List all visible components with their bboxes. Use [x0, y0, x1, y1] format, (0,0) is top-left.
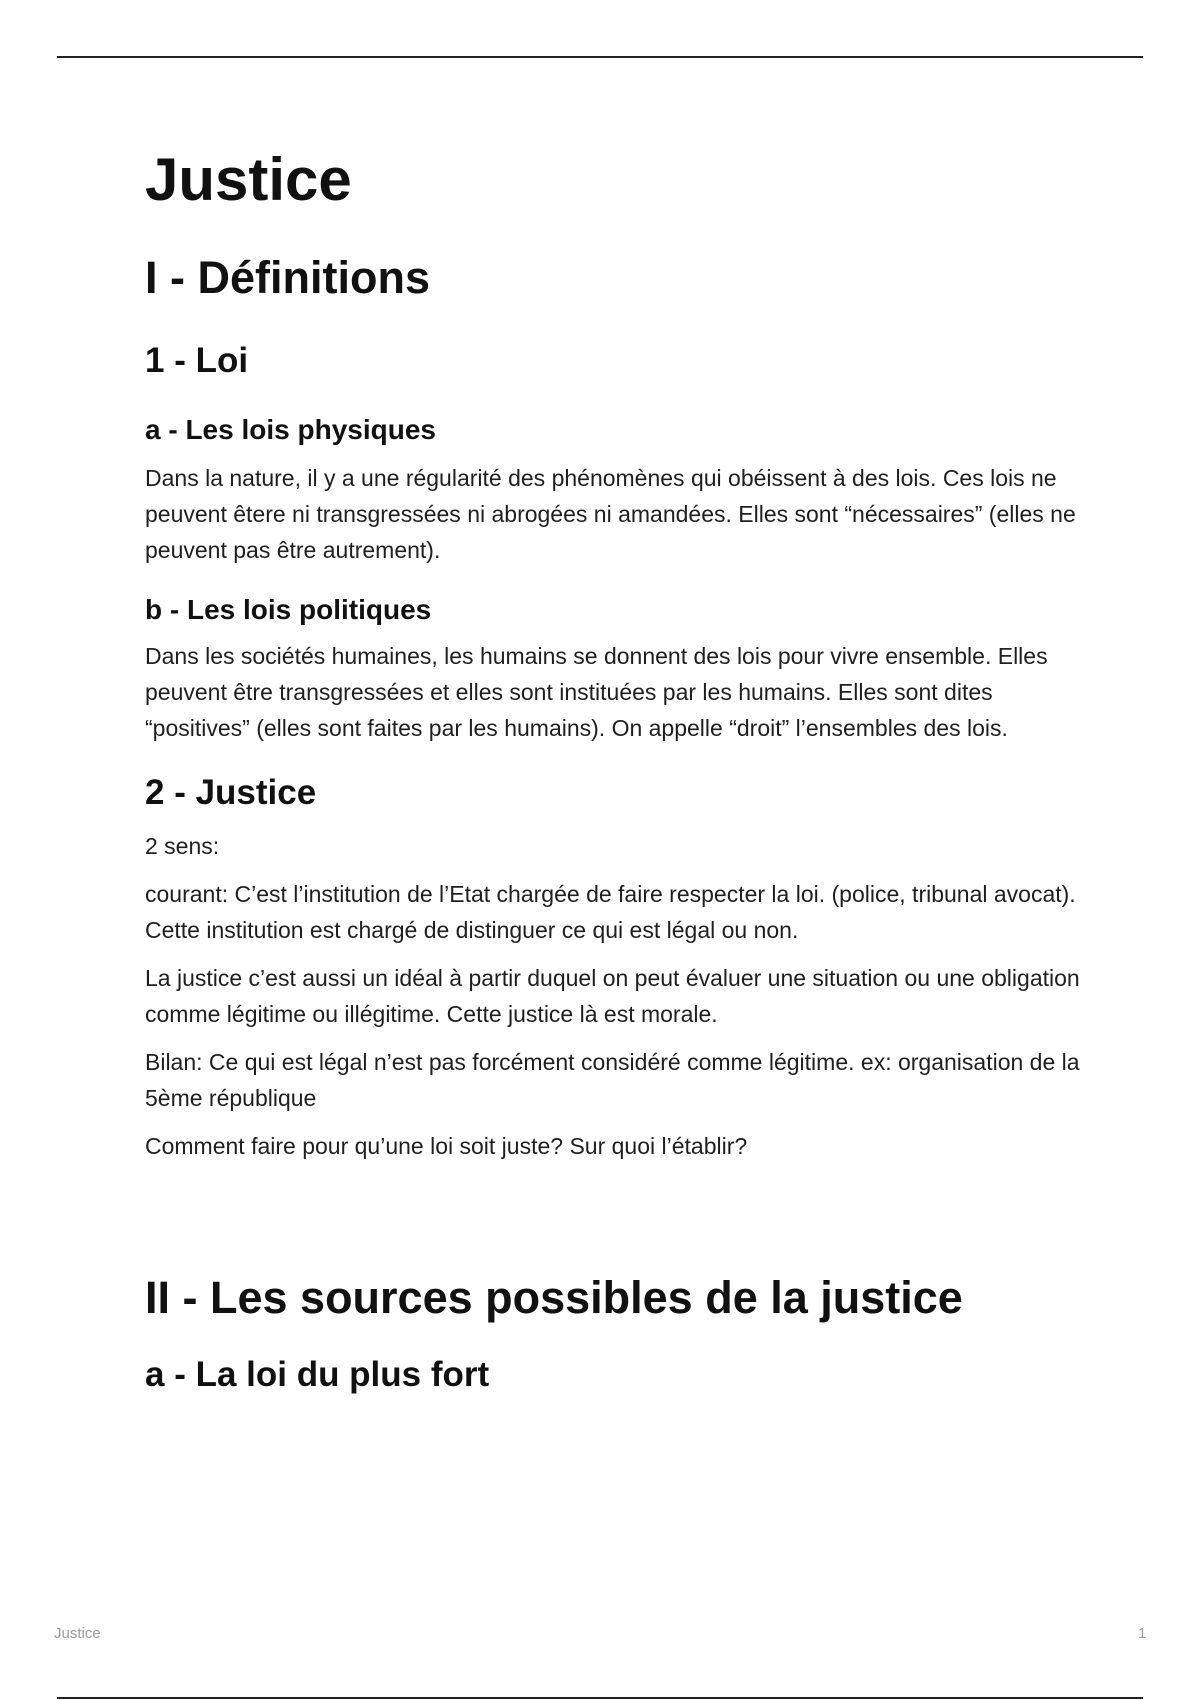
document-title: Justice: [145, 146, 352, 213]
paragraph-question: Comment faire pour qu’une loi soit juste? Sur quoi l’établir?: [145, 1133, 748, 1159]
paragraph-deux-sens: 2 sens:: [145, 833, 220, 859]
heading-lois-politiques: b - Les lois politiques: [145, 594, 432, 625]
footer-page-number: 1: [1138, 1625, 1147, 1642]
bottom-rule: [57, 1697, 1143, 1699]
heading-lois-physiques: a - Les lois physiques: [145, 414, 436, 445]
paragraph-sens-courant: courant: C’est l’institution de l’Etat chargée de faire respecter la loi. (police, tribunal avocat). Cette institution est chargé de distinguer ce qui est légal ou non.: [145, 881, 1076, 943]
document-body: [145, 140, 1085, 1398]
section-heading-sources: II - Les sources possibles de la justice: [145, 1272, 963, 1323]
paragraph-lois-politiques: Dans les sociétés humaines, les humains se donnent des lois pour vivre ensemble. Elles peuvent être transgressées et elles sont instituées par les humains. Elles sont dites “positives” (elles sont faites par les humains). On appelle “droit” l’ensembles des lois.: [145, 643, 1048, 741]
paragraph-lois-physiques: Dans la nature, il y a une régularité des phénomènes qui obéissent à des lois. Ces lois ne peuvent êtere ni transgressées ni abrogées ni amandées. Elles sont “nécessaires” (elles ne peuvent pas être autrement).: [145, 465, 1076, 563]
section-heading-definitions: I - Définitions: [145, 252, 430, 303]
subsection-heading-loi: 1 - Loi: [145, 341, 249, 380]
paragraph-bilan: Bilan: Ce qui est légal n’est pas forcément considéré comme légitime. ex: organisation de la 5ème république: [145, 1049, 1080, 1111]
top-rule: [57, 56, 1143, 58]
subsection-heading-justice: 2 - Justice: [145, 773, 317, 812]
paragraph-ideal: La justice c’est aussi un idéal à partir duquel on peut évaluer une situation ou une obligation comme légitime ou illégitime. Cette justice là est morale.: [145, 965, 1080, 1027]
footer-document-label: Justice: [54, 1625, 101, 1642]
subsection-heading-plus-fort: a - La loi du plus fort: [145, 1355, 490, 1394]
